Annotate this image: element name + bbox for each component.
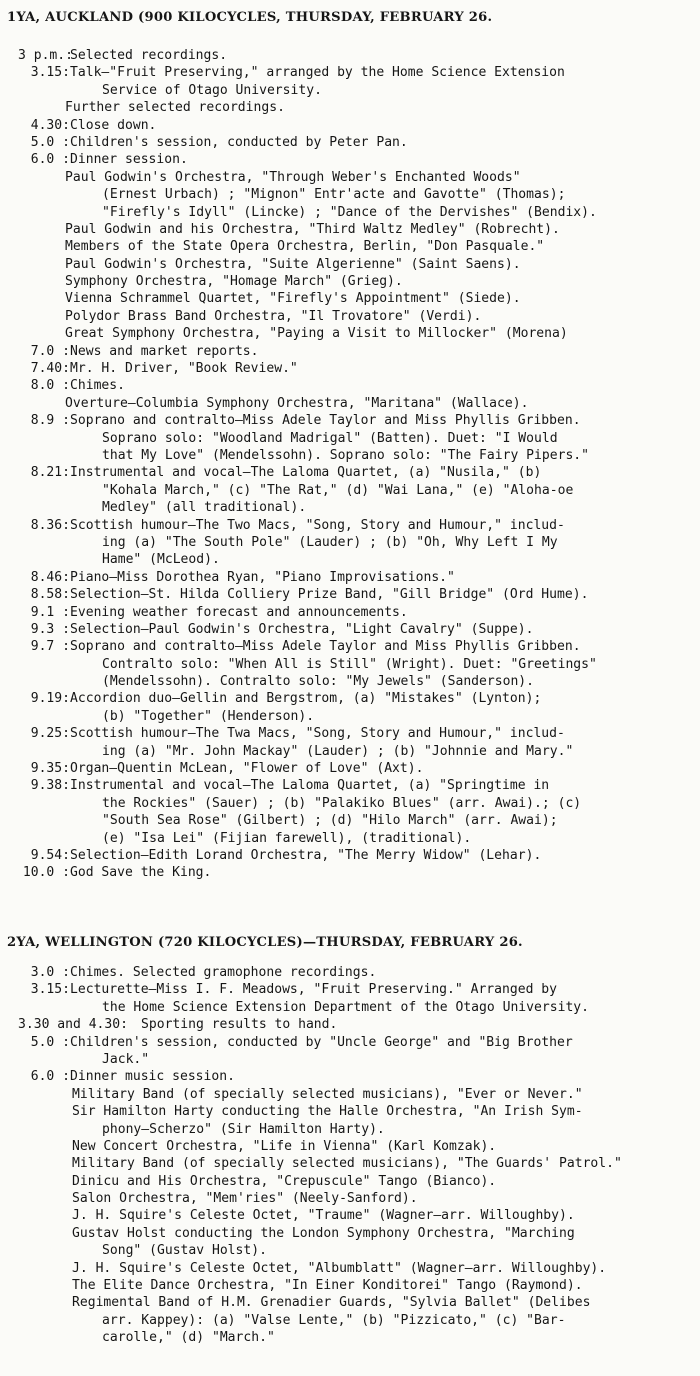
program-description: Children's session, conducted by "Uncle George" and "Big Brother	[70, 1034, 573, 1050]
program-description: the Home Science Extension Department of the Otago University.	[102, 999, 590, 1015]
program-entry-line	[0, 1260, 700, 1277]
program-description: Piano—Miss Dorothea Ryan, "Piano Improvisations."	[70, 569, 455, 585]
program-description: Evening weather forecast and announcements.	[70, 604, 408, 620]
program-entry-line	[0, 430, 700, 447]
program-entry-line	[0, 743, 700, 760]
program-entry-line	[0, 64, 700, 81]
program-entry-line	[0, 325, 700, 342]
program-time: 9.35:	[30, 761, 70, 777]
program-time: 9.1 :	[30, 604, 70, 620]
program-description: ing (a) "Mr. John Mackay" (Lauder) ; (b) "Johnnie and Mary."	[102, 743, 574, 759]
program-entry-line	[0, 760, 700, 777]
program-time: 4.30:	[30, 117, 70, 133]
program-time: 5.0 :	[30, 1034, 70, 1050]
program-description: that My Love" (Mendelssohn). Soprano solo: "The Fairy Pipers."	[102, 447, 590, 463]
program-time: 9.19:	[30, 691, 70, 707]
program-entry-line	[0, 1329, 700, 1346]
program-entry-line	[0, 134, 700, 151]
program-entry-line	[0, 517, 700, 534]
program-description: Selected recordings.	[70, 48, 228, 63]
program-description: phony—Scherzo" (Sir Hamilton Harty).	[102, 1121, 385, 1137]
program-entry-line	[0, 1277, 700, 1294]
program-description: Song" (Gustav Holst).	[102, 1243, 267, 1259]
program-time: 6.0 :	[30, 152, 70, 168]
program-entry-line	[0, 204, 700, 221]
program-time: 5.0 :	[30, 134, 70, 150]
program-entry-line	[0, 725, 700, 742]
program-entry-line	[0, 1068, 700, 1085]
program-entry-line	[0, 1051, 700, 1068]
program-time: 10.0 :	[22, 865, 70, 881]
program-description: Military Band (of specially selected musicians), "Ever or Never."	[72, 1086, 583, 1102]
program-entry-line	[0, 1121, 700, 1138]
program-description: Instrumental and vocal—The Laloma Quartet, (a) "Nusila," (b)	[70, 465, 542, 481]
program-description: Talk—"Fruit Preserving," arranged by the Home Science Extension	[70, 65, 565, 81]
program-entry-line	[0, 621, 700, 638]
program-time: 3 p.m.:	[18, 48, 73, 63]
program-entry-line	[0, 1225, 700, 1242]
program-description: Dinner music session.	[70, 1069, 235, 1085]
program-entry-line	[0, 343, 700, 360]
program-entry-line	[0, 964, 700, 981]
program-time: 9.54:	[30, 847, 70, 863]
program-time: 8.58:	[30, 587, 70, 603]
program-entry-line	[0, 1190, 700, 1207]
program-entry-line	[0, 1242, 700, 1259]
program-entry-line	[0, 395, 700, 412]
program-time: 9.25:	[30, 726, 70, 742]
program-description: Symphony Orchestra, "Homage March" (Grieg).	[65, 274, 403, 290]
program-entry-line	[0, 638, 700, 655]
program-entry-line	[0, 795, 700, 812]
program-description: J. H. Squire's Celeste Octet, "Traume" (Wagner—arr. Willoughby).	[72, 1208, 575, 1224]
program-entry-line	[0, 412, 700, 429]
program-entry-line	[0, 1086, 700, 1103]
program-description: Organ—Quentin McLean, "Flower of Love" (Axt).	[70, 761, 424, 777]
program-entry-line	[0, 1312, 700, 1329]
program-description: Sporting results to hand.	[141, 1017, 338, 1033]
program-description: Close down.	[70, 117, 157, 133]
program-description: Polydor Brass Band Orchestra, "Il Trovatore" (Verdi).	[65, 308, 482, 324]
program-description: Contralto solo: "When All is Still" (Wright). Duet: "Greetings"	[102, 656, 597, 672]
program-entry-line	[0, 464, 700, 481]
program-entry-line	[0, 273, 700, 290]
program-entry-line	[0, 656, 700, 673]
program-entry-line	[0, 1155, 700, 1172]
program-description: (Mendelssohn). Contralto solo: "My Jewels" (Sanderson).	[102, 674, 535, 690]
program-description: (Ernest Urbach) ; "Mignon" Entr'acte and Gavotte" (Thomas);	[102, 187, 566, 203]
program-entry-line	[0, 847, 700, 864]
program-entry-line	[0, 551, 700, 568]
program-description: "Kohala March," (c) "The Rat," (d) "Wai Lana," (e) "Aloha-oe	[102, 482, 574, 498]
program-description: the Rockies" (Sauer) ; (b) "Palakiko Blues" (arr. Awai).; (c)	[102, 795, 582, 811]
program-description: Soprano and contralto—Miss Adele Taylor and Miss Phyllis Gribben.	[70, 639, 581, 655]
program-time: 9.7 :	[30, 639, 70, 655]
program-entry-line	[0, 830, 700, 847]
program-description: God Save the King.	[70, 865, 212, 881]
program-entry-line	[0, 290, 700, 307]
program-entry-line	[0, 690, 700, 707]
program-entry-line	[0, 1294, 700, 1311]
program-description: Scottish humour—The Twa Macs, "Song, Story and Humour," includ-	[70, 726, 565, 742]
program-entry-line	[0, 308, 700, 325]
program-entry-line	[0, 238, 700, 255]
program-entry-line	[0, 604, 700, 621]
program-entry-line	[0, 864, 700, 881]
program-description: Mr. H. Driver, "Book Review."	[70, 361, 298, 377]
program-entry-line	[0, 999, 700, 1016]
program-entry-line	[0, 777, 700, 794]
program-time: 3.30 and 4.30:	[18, 1017, 128, 1033]
program-description: ing (a) "The South Pole" (Lauder) ; (b) "Oh, Why Left I My	[102, 534, 558, 550]
program-description: "Firefly's Idyll" (Lincke) ; "Dance of the Dervishes" (Bendix).	[102, 204, 597, 220]
program-description: Jack."	[102, 1051, 150, 1067]
program-entry-line	[0, 586, 700, 603]
program-entry-line	[0, 482, 700, 499]
program-description: New Concert Orchestra, "Life in Vienna" (Karl Komzak).	[72, 1138, 497, 1154]
program-time: 7.40:	[30, 361, 70, 377]
program-description: carolle," (d) "March."	[102, 1330, 275, 1346]
program-list-2ya	[0, 964, 700, 1347]
program-entry-line	[0, 169, 700, 186]
program-entry-line	[0, 1173, 700, 1190]
program-time: 3.0 :	[30, 965, 70, 980]
program-description: Regimental Band of H.M. Grenadier Guards, "Sylvia Ballet" (Delibes	[72, 1295, 591, 1311]
program-description: Overture—Columbia Symphony Orchestra, "Maritana" (Wallace).	[65, 395, 529, 411]
program-description: Vienna Schrammel Quartet, "Firefly's Appointment" (Siede).	[65, 291, 521, 307]
program-time: 3.15:	[30, 982, 70, 998]
program-time: 3.15:	[30, 65, 70, 81]
program-description: (e) "Isa Lei" (Fijian farewell), (traditional).	[102, 830, 472, 846]
program-description: Lecturette—Miss I. F. Meadows, "Fruit Preserving." Arranged by	[70, 982, 558, 998]
program-entry-line	[0, 186, 700, 203]
program-description: Selection—Paul Godwin's Orchestra, "Light Cavalry" (Suppe).	[70, 621, 534, 637]
program-description: Dinicu and His Orchestra, "Crepuscule" Tango (Bianco).	[72, 1173, 497, 1189]
program-description: Selection—St. Hilda Colliery Prize Band, "Gill Bridge" (Ord Hume).	[70, 587, 589, 603]
program-time: 8.46:	[30, 569, 70, 585]
program-description: Sir Hamilton Harty conducting the Halle Orchestra, "An Irish Sym-	[72, 1104, 583, 1120]
program-description: The Elite Dance Orchestra, "In Einer Konditorei" Tango (Raymond).	[72, 1278, 583, 1294]
program-time: 8.21:	[30, 465, 70, 481]
program-description: Soprano and contralto—Miss Adele Taylor and Miss Phyllis Gribben.	[70, 413, 581, 429]
program-description: Children's session, conducted by Peter Pan.	[70, 134, 408, 150]
program-description: Paul Godwin's Orchestra, "Suite Algerienne" (Saint Saens).	[65, 256, 521, 272]
program-description: arr. Kappey): (a) "Valse Lente," (b) "Pizzicato," (c) "Bar-	[102, 1312, 566, 1328]
program-entry-line	[0, 117, 700, 134]
program-time: 7.0 :	[30, 343, 70, 359]
program-entry-line	[0, 569, 700, 586]
program-description: Salon Orchestra, "Mem'ries" (Neely-Sanford).	[72, 1191, 418, 1207]
program-description: Members of the State Opera Orchestra, Berlin, "Don Pasquale."	[65, 239, 545, 255]
program-entry-line	[0, 981, 700, 998]
program-entry-line	[0, 377, 700, 394]
program-description: Gustav Holst conducting the London Symphony Orchestra, "Marching	[72, 1225, 575, 1241]
program-entry-line	[0, 82, 700, 99]
program-entry-line	[0, 47, 700, 64]
program-entry-line	[0, 1103, 700, 1120]
program-entry-line	[0, 360, 700, 377]
section-header-1ya: 1YA, AUCKLAND (900 KILOCYCLES, THURSDAY, FEBRUARY 26.	[7, 10, 493, 25]
program-entry-line	[0, 1034, 700, 1051]
program-entry-line	[0, 99, 700, 116]
program-entry-line	[0, 499, 700, 516]
program-entry-line	[0, 1016, 700, 1033]
program-description: Further selected recordings.	[65, 100, 285, 116]
program-list-1ya	[0, 47, 700, 882]
program-description: News and market reports.	[70, 343, 259, 359]
section-header-2ya: 2YA, WELLINGTON (720 KILOCYCLES)—THURSDAY, FEBRUARY 26.	[7, 935, 523, 950]
program-description: "South Sea Rose" (Gilbert) ; (d) "Hilo March" (arr. Awai);	[102, 813, 558, 829]
program-time: 9.3 :	[30, 621, 70, 637]
program-time: 8.9 :	[30, 413, 70, 429]
program-time: 8.36:	[30, 517, 70, 533]
program-entry-line	[0, 1138, 700, 1155]
program-entry-line	[0, 708, 700, 725]
program-entry-line	[0, 256, 700, 273]
program-description: Hame" (McLeod).	[102, 552, 220, 568]
program-description: Great Symphony Orchestra, "Paying a Visit to Millocker" (Morena)	[65, 326, 568, 342]
program-description: Paul Godwin's Orchestra, "Through Weber's Enchanted Woods"	[65, 169, 521, 185]
program-description: Chimes. Selected gramophone recordings.	[70, 965, 377, 980]
program-entry-line	[0, 221, 700, 238]
program-description: (b) "Together" (Henderson).	[102, 708, 315, 724]
program-description: Paul Godwin and his Orchestra, "Third Waltz Medley" (Robrecht).	[65, 221, 560, 237]
program-entry-line	[0, 447, 700, 464]
program-time: 6.0 :	[30, 1069, 70, 1085]
program-entry-line	[0, 673, 700, 690]
program-description: Service of Otago University.	[102, 82, 322, 98]
program-description: Military Band (of specially selected musicians), "The Guards' Patrol."	[72, 1156, 622, 1172]
program-description: Scottish humour—The Two Macs, "Song, Story and Humour," includ-	[70, 517, 565, 533]
program-description: Medley" (all traditional).	[102, 500, 307, 516]
program-time: 8.0 :	[30, 378, 70, 394]
program-description: Accordion duo—Gellin and Bergstrom, (a) "Mistakes" (Lynton);	[70, 691, 542, 707]
program-time: 9.38:	[30, 778, 70, 794]
program-description: J. H. Squire's Celeste Octet, "Albumblatt" (Wagner—arr. Willoughby).	[72, 1260, 607, 1276]
program-description: Soprano solo: "Woodland Madrigal" (Batten). Duet: "I Would	[102, 430, 558, 446]
program-entry-line	[0, 151, 700, 168]
program-entry-line	[0, 812, 700, 829]
program-description: Dinner session.	[70, 152, 188, 168]
program-entry-line	[0, 534, 700, 551]
program-description: Chimes.	[70, 378, 125, 394]
program-entry-line	[0, 1207, 700, 1224]
program-description: Instrumental and vocal—The Laloma Quartet, (a) "Springtime in	[70, 778, 550, 794]
program-description: Selection—Edith Lorand Orchestra, "The Merry Widow" (Lehar).	[70, 847, 542, 863]
